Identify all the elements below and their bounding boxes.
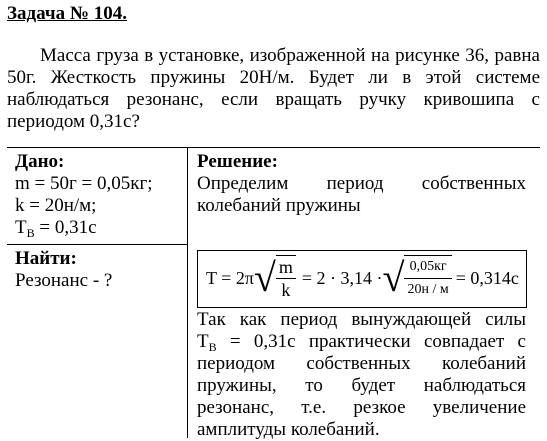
sqrt-sign-2: √ (382, 255, 405, 300)
find-resonance: Резонанс - ? (15, 270, 113, 291)
conclusion-line1: Так как период вынуждающей силы (197, 309, 526, 330)
conclusion-line3: периодом собственных колебаний (197, 353, 526, 374)
solution-heading: Решение: (197, 151, 278, 172)
given-mass: m = 50г = 0,05кг; (15, 173, 153, 194)
period-formula (206, 253, 519, 303)
conclusion-line2: $T_B = 0,31с$ практически совпадает с (197, 331, 526, 354)
task-title: Задача № 104. (7, 3, 127, 24)
find-heading: Найти: (15, 248, 77, 269)
conclusion-line6: амплитуды колебаний. (197, 419, 380, 440)
divider-vertical (187, 148, 188, 438)
conclusion-line4: пружины, то будет наблюдаться (197, 375, 526, 396)
formula-k: k (281, 280, 291, 300)
divider-top (7, 147, 540, 148)
solution-intro-line1: Определим период собственных (197, 173, 526, 194)
formula-denominator: 20н / м (407, 282, 449, 297)
formula-m: m (276, 256, 296, 279)
sqrt-sign-1: √ (253, 255, 276, 300)
given-period: $T_B = 0,31с$ (15, 217, 97, 240)
formula-result: = 0,314с (455, 268, 519, 288)
task-statement: Масса груза в установке, изображенной на рисунке 36, равна 50г. Жесткость пружины 20Н/м. Будет ли в этой системе наблюдаться резонанс, если вращать ручку кривошипа с периодом 0,31с? (7, 45, 540, 132)
formula-lhs: T = 2π (206, 268, 254, 288)
given-stiffness: k = 20н/м; (15, 195, 97, 216)
formula-numerator: 0,05кг (404, 256, 451, 279)
divider-given-find (7, 244, 187, 245)
given-heading: Дано: (15, 151, 65, 172)
solution-intro-line2: колебаний пружины (197, 195, 361, 216)
conclusion-line5: резонанс, т.е. резкое увеличение (197, 397, 526, 418)
formula-mid: = 2 · 3,14 · (301, 268, 383, 288)
